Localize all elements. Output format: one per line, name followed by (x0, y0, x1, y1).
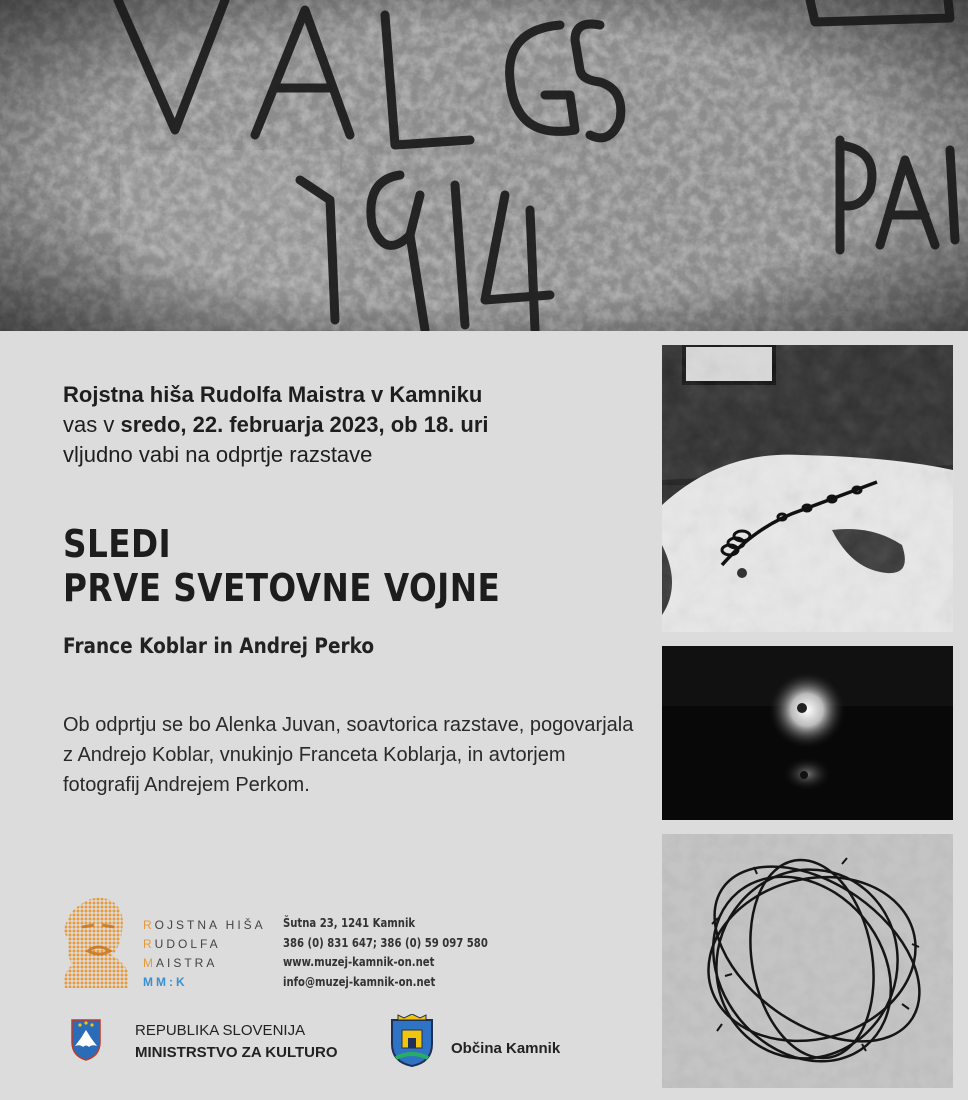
event-datetime: vas v sredo, 22. februarja 2023, ob 18. uri (63, 412, 489, 437)
hero-stone-photo (0, 0, 968, 331)
title-line-2: PRVE SVETOVNE VOJNE (63, 566, 501, 610)
slovenia-coat-of-arms-icon (70, 1018, 102, 1062)
exhibition-authors: France Koblar in Andrej Perko (63, 634, 375, 658)
museum-logo-text: ROJSTNA HIŠA RUDOLFA MAISTRA MM:K (143, 916, 266, 992)
exhibition-title (63, 522, 500, 610)
contact-info (283, 914, 488, 992)
kamnik-coat-of-arms-icon (388, 1014, 436, 1068)
photo-room-wire (662, 345, 953, 632)
invitation-intro (63, 380, 643, 470)
photo-light-reflection (662, 646, 953, 820)
invitation-line: vljudno vabi na odprtje razstave (63, 442, 373, 467)
address: Šutna 23, 1241 Kamnik (283, 916, 416, 930)
museum-short-name: MM:K (143, 975, 188, 989)
email-link[interactable]: info@muzej-kamnik-on.net (283, 974, 436, 989)
maister-portrait-logo-icon (60, 893, 130, 988)
ministry-label: REPUBLIKA SLOVENIJA MINISTRSTVO ZA KULTURO (135, 1022, 338, 1061)
host-institution: Rojstna hiša Rudolfa Maistra v Kamniku (63, 382, 483, 407)
photo-barbed-wire (662, 834, 953, 1088)
website-link[interactable]: www.muzej-kamnik-on.net (283, 955, 435, 969)
phone-numbers: 386 (0) 831 647; 386 (0) 59 097 580 (283, 935, 488, 950)
title-line-1: SLEDI (63, 522, 172, 566)
event-description: Ob odprtju se bo Alenka Juvan, soavtorica razstave, pogovarjala z Andrejo Koblar, vnukinjo Franceta Koblarja, in avtorjem fotografij Andrejem Perkom. (63, 714, 634, 796)
municipality-label: Občina Kamnik (451, 1040, 561, 1057)
